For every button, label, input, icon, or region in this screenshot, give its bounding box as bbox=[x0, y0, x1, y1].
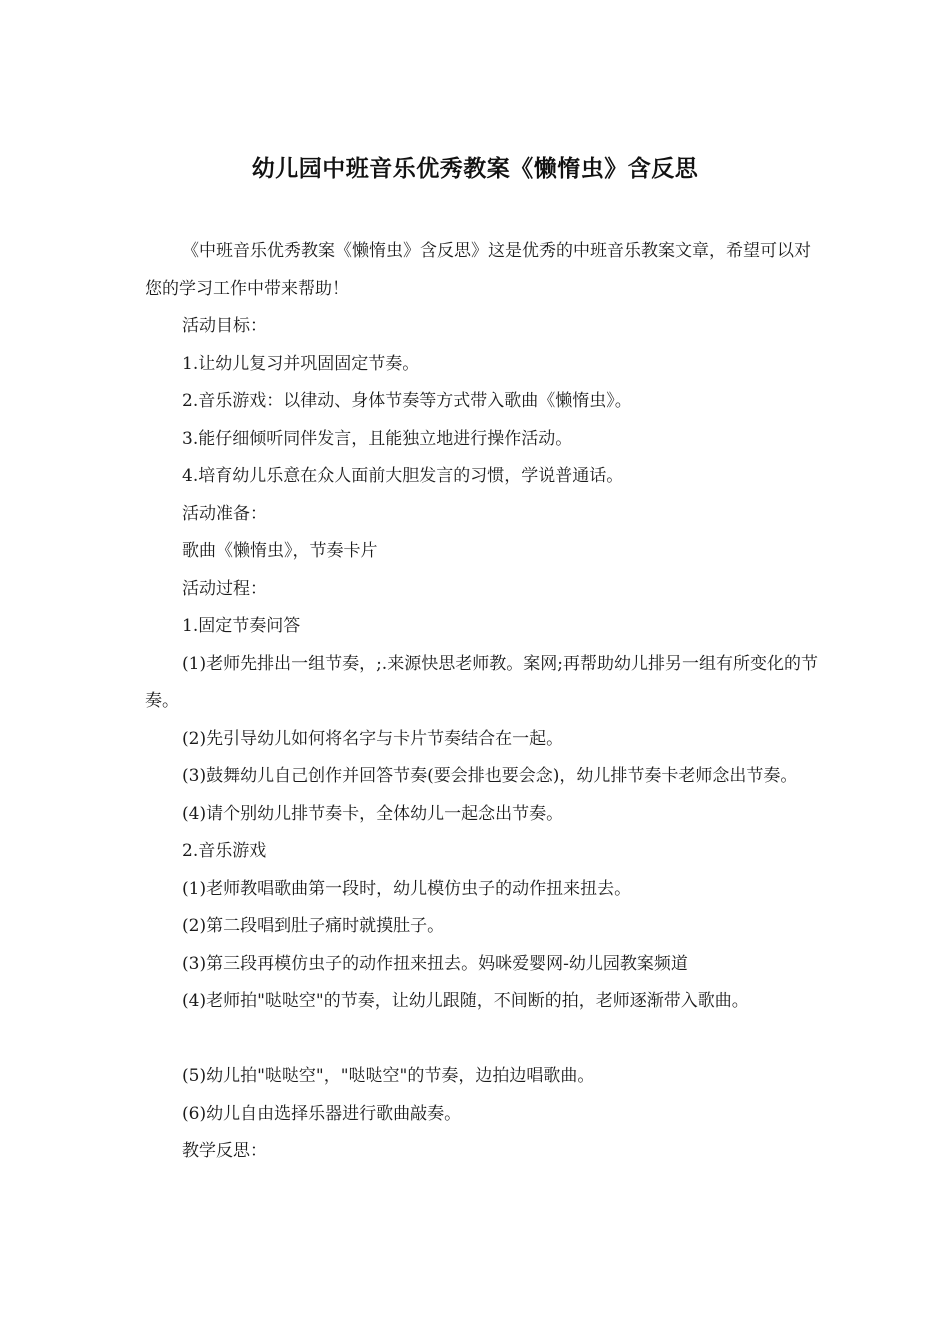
document-title: 幼儿园中班音乐优秀教案《懒惰虫》含反思 bbox=[251, 156, 699, 182]
goal-item: 3.能仔细倾听同伴发言，且能独立地进行操作活动。 bbox=[182, 428, 573, 449]
process-sub-item: (1)老师教唱歌曲第一段时，幼儿模仿虫子的动作扭来扭去。 bbox=[182, 878, 632, 899]
goal-item: 1.让幼儿复习并巩固固定节奏。 bbox=[182, 353, 420, 374]
process-sub-item: (1)老师先排出一组节奏，;.来源快思老师教。案网;再帮助幼儿排另一组有所变化的节奏。 bbox=[145, 653, 818, 711]
document-body bbox=[145, 233, 825, 1171]
section-heading-goals: 活动目标： bbox=[182, 316, 267, 336]
process-step-heading: 2.音乐游戏 bbox=[182, 841, 267, 861]
process-sub-item: (5)幼儿拍"哒哒空"，"哒哒空"的节奏，边拍边唱歌曲。 bbox=[182, 1066, 595, 1086]
process-sub-item: (4)老师拍"哒哒空"的节奏，让幼儿跟随，不间断的拍，老师逐渐带入歌曲。 bbox=[182, 991, 749, 1011]
goal-item: 2.音乐游戏：以律动、身体节奏等方式带入歌曲《懒惰虫》。 bbox=[182, 391, 632, 411]
preparation-item: 歌曲《懒惰虫》，节奏卡片 bbox=[182, 541, 378, 561]
process-step-heading: 1.固定节奏问答 bbox=[182, 616, 301, 636]
process-sub-item: (3)鼓舞幼儿自己创作并回答节奏(要会排也要会念)，幼儿排节奏卡老师念出节奏。 bbox=[182, 766, 798, 786]
blank-line bbox=[145, 1021, 825, 1059]
section-heading-reflection: 教学反思： bbox=[182, 1141, 267, 1161]
section-heading-preparation: 活动准备： bbox=[182, 503, 267, 524]
process-sub-item: (6)幼儿自由选择乐器进行歌曲敲奏。 bbox=[182, 1103, 462, 1124]
process-sub-item: (2)先引导幼儿如何将名字与卡片节奏结合在一起。 bbox=[182, 728, 564, 749]
section-heading-process: 活动过程： bbox=[182, 578, 267, 599]
process-sub-item: (3)第三段再模仿虫子的动作扭来扭去。妈咪爱婴网-幼儿园教案频道 bbox=[182, 953, 688, 974]
process-sub-item: (2)第二段唱到肚子痛时就摸肚子。 bbox=[182, 916, 445, 936]
process-sub-item: (4)请个别幼儿排节奏卡，全体幼儿一起念出节奏。 bbox=[182, 803, 564, 824]
intro-paragraph: 《中班音乐优秀教案《懒惰虫》含反思》这是优秀的中班音乐教案文章，希望可以对您的学习工作中带来帮助！ bbox=[145, 241, 811, 299]
goal-item: 4.培育幼儿乐意在众人面前大胆发言的习惯，学说普通话。 bbox=[182, 466, 624, 486]
